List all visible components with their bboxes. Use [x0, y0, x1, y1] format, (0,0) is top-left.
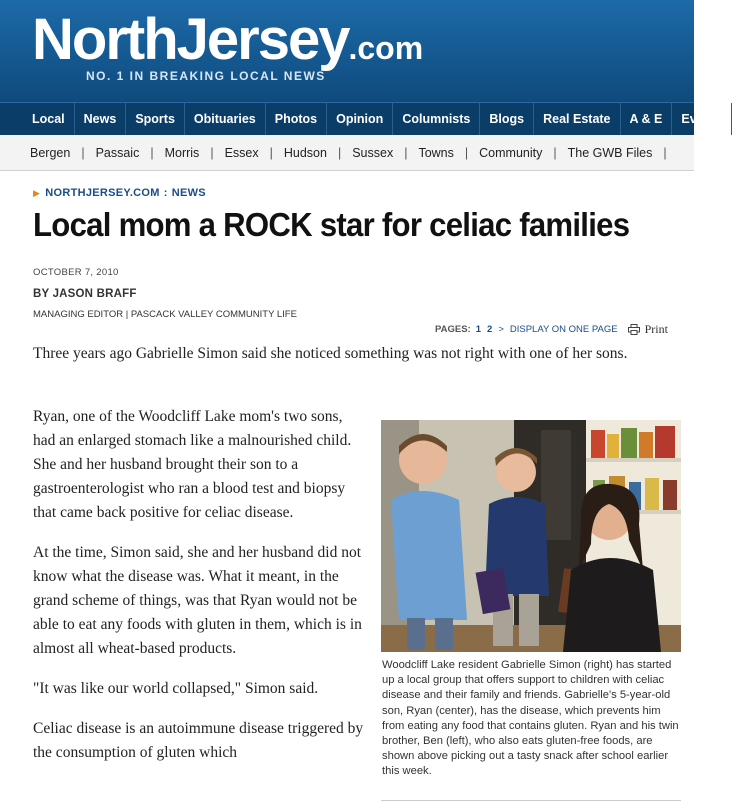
subnav-community[interactable]: Community: [479, 145, 543, 160]
nav-photos[interactable]: Photos: [266, 103, 327, 135]
breadcrumb-site-link[interactable]: NORTHJERSEY.COM: [45, 187, 160, 199]
print-button[interactable]: [628, 322, 668, 337]
article-photo[interactable]: [381, 420, 681, 652]
masthead: [0, 0, 694, 102]
nav-real-estate[interactable]: Real Estate: [534, 103, 620, 135]
nav-blogs[interactable]: Blogs: [480, 103, 534, 135]
article-date: OCTOBER 7, 2010: [33, 267, 119, 278]
secondary-nav: [0, 135, 694, 171]
pagination-bar: [435, 322, 668, 337]
site-logo[interactable]: [32, 6, 423, 73]
subnav-passaic[interactable]: Passaic: [95, 145, 140, 160]
subnav-separator: |: [663, 145, 667, 160]
tagline: NO. 1 IN BREAKING LOCAL NEWS: [86, 69, 326, 83]
subnav-separator: |: [210, 145, 214, 160]
subnav-separator: |: [553, 145, 557, 160]
nav-local[interactable]: Local: [0, 103, 75, 135]
article-paragraph: At the time, Simon said, she and her husband did not know what the disease was. What it meant, in the grand scheme of things, was that Ryan would not be able to eat any foods with gluten in them, which is in almost all wheat-based products.: [33, 544, 362, 657]
nav-news[interactable]: News: [75, 103, 127, 135]
subnav-separator: |: [337, 145, 342, 160]
caption-divider: [381, 800, 681, 801]
subnav-sussex[interactable]: Sussex: [352, 145, 394, 160]
article-paragraph: Ryan, one of the Woodcliff Lake mom's two sons, had an enlarged stomach like a malnourished child. She and her husband brought their son to a gastroenterologist who ran a blood test and biopsy that came back positive for celiac disease.: [33, 408, 352, 521]
article-body: [33, 405, 368, 781]
subnav-towns[interactable]: Towns: [418, 145, 454, 160]
subnav-separator: |: [269, 145, 273, 160]
subnav-separator: |: [81, 145, 85, 160]
subnav-bergen[interactable]: Bergen: [30, 145, 71, 160]
nav-sports[interactable]: Sports: [126, 103, 185, 135]
printer-icon: [628, 324, 640, 335]
logo-suffix: .com: [348, 30, 424, 66]
article-headline: Local mom a ROCK star for celiac families: [33, 207, 630, 244]
nav-obituaries[interactable]: Obituaries: [185, 103, 266, 135]
breadcrumb: [33, 187, 206, 199]
nav-columnists[interactable]: Columnists: [393, 103, 480, 135]
article-byline: BY JASON BRAFF: [33, 288, 137, 300]
photo-illustration: [381, 420, 681, 652]
display-one-page-link[interactable]: DISPLAY ON ONE PAGE: [509, 324, 618, 335]
page-2-link[interactable]: 2: [487, 324, 493, 335]
photo-caption: Woodcliff Lake resident Gabrielle Simon (right) has started up a local group that offers support to children with celiac disease and their family and friends. Gabrielle's 5-year-old son, Ryan (center), has the disease, which prevents him from eating any food that contains gluten. Ryan and his twin brother, Ben (left), who also eats gluten-free foods, are shown above picking out a tasty snack after school earlier this week.: [382, 659, 679, 778]
article-paragraph: "It was like our world collapsed," Simon said.: [33, 680, 319, 697]
nav-opinion[interactable]: Opinion: [327, 103, 393, 135]
nav-events[interactable]: Events: [672, 103, 732, 135]
subnav-separator: |: [150, 145, 154, 160]
subnav-gwb-files[interactable]: The GWB Files: [567, 145, 653, 160]
subnav-morris[interactable]: Morris: [164, 145, 200, 160]
page-1-link[interactable]: 1: [475, 324, 482, 335]
article-lead: Three years ago Gabrielle Simon said she noticed something was not right with one of her sons.: [33, 345, 628, 362]
article-paragraph: Celiac disease is an autoimmune disease triggered by the consumption of gluten which: [33, 720, 364, 761]
subnav-hudson[interactable]: Hudson: [283, 145, 327, 160]
breadcrumb-separator: :: [163, 187, 168, 199]
primary-nav: [0, 102, 723, 135]
subnav-essex[interactable]: Essex: [224, 145, 259, 160]
breadcrumb-section-link[interactable]: NEWS: [171, 187, 206, 199]
next-page-link[interactable]: >: [498, 324, 504, 335]
print-label: Print: [644, 322, 668, 336]
logo-main: NorthJersey: [32, 7, 349, 72]
pages-label: PAGES:: [435, 324, 471, 335]
nav-arts-entertainment[interactable]: A & E: [621, 103, 673, 135]
subnav-separator: |: [464, 145, 469, 160]
breadcrumb-triangle-icon: ▶: [33, 188, 41, 198]
subnav-separator: |: [404, 145, 408, 160]
author-title: MANAGING EDITOR | PASCACK VALLEY COMMUNITY LIFE: [33, 309, 297, 320]
